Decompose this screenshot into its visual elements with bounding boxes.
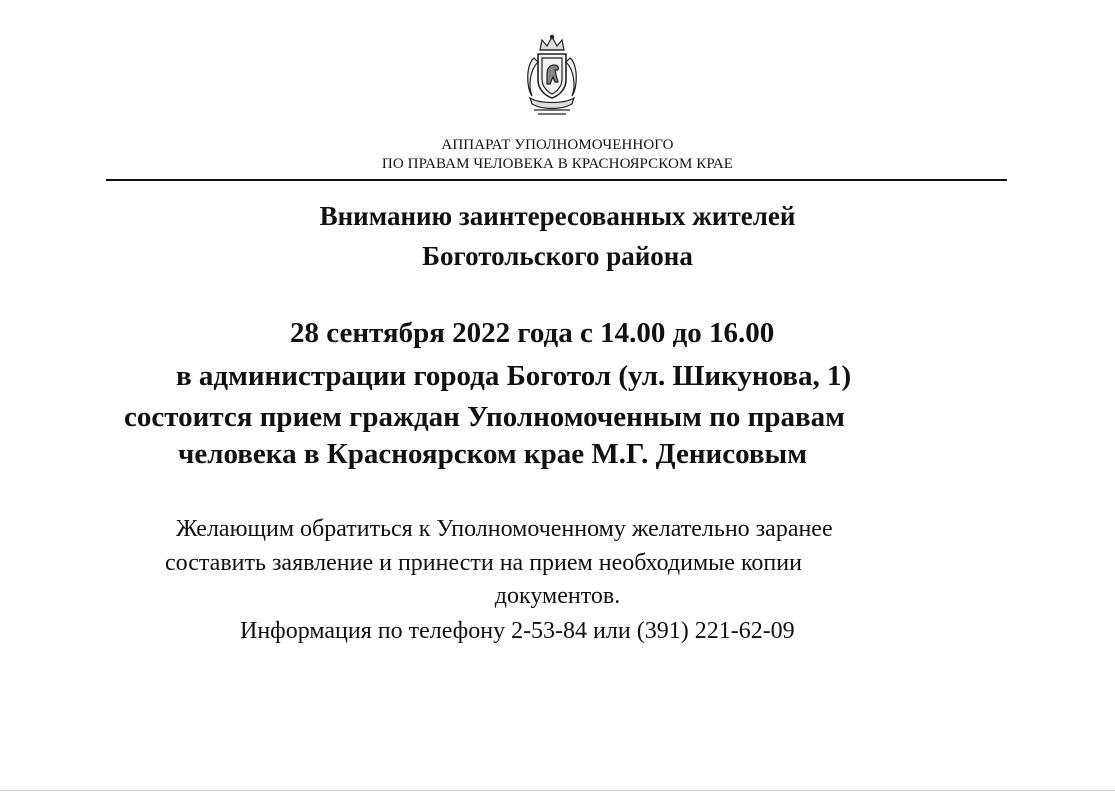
- organization-name-line2: ПО ПРАВАМ ЧЕЛОВЕКА В КРАСНОЯРСКОМ КРАЕ: [381, 156, 734, 172]
- info-paragraph-line1: Желающим обратиться к Уполномоченному желательно заранее: [176, 516, 833, 542]
- contact-phone-line: Информация по телефону 2-53-84 или (391) 221-62-09: [240, 618, 795, 644]
- coat-of-arms-emblem: [520, 34, 584, 118]
- event-location: в администрации города Боготол (ул. Шикунова, 1): [176, 360, 852, 392]
- event-description-line2: человека в Красноярском крае М.Г. Денисовым: [178, 438, 807, 470]
- info-paragraph-line2: составить заявление и принести на прием необходимые копии: [165, 550, 802, 576]
- info-paragraph-line3: документов.: [494, 583, 621, 609]
- header-divider: [106, 179, 1007, 181]
- organization-name-line1: АППАРАТ УПОЛНОМОЧЕННОГО: [441, 137, 674, 153]
- event-date-time: 28 сентября 2022 года с 14.00 до 16.00: [290, 317, 775, 349]
- page-bottom-edge: [0, 790, 1115, 791]
- event-description-line1: состоится прием граждан Уполномоченным по правам: [124, 401, 845, 433]
- notice-title-line1: Вниманию заинтересованных жителей: [319, 201, 796, 231]
- coat-of-arms-icon: [520, 34, 584, 118]
- notice-title-line2: Боготольского района: [422, 241, 693, 271]
